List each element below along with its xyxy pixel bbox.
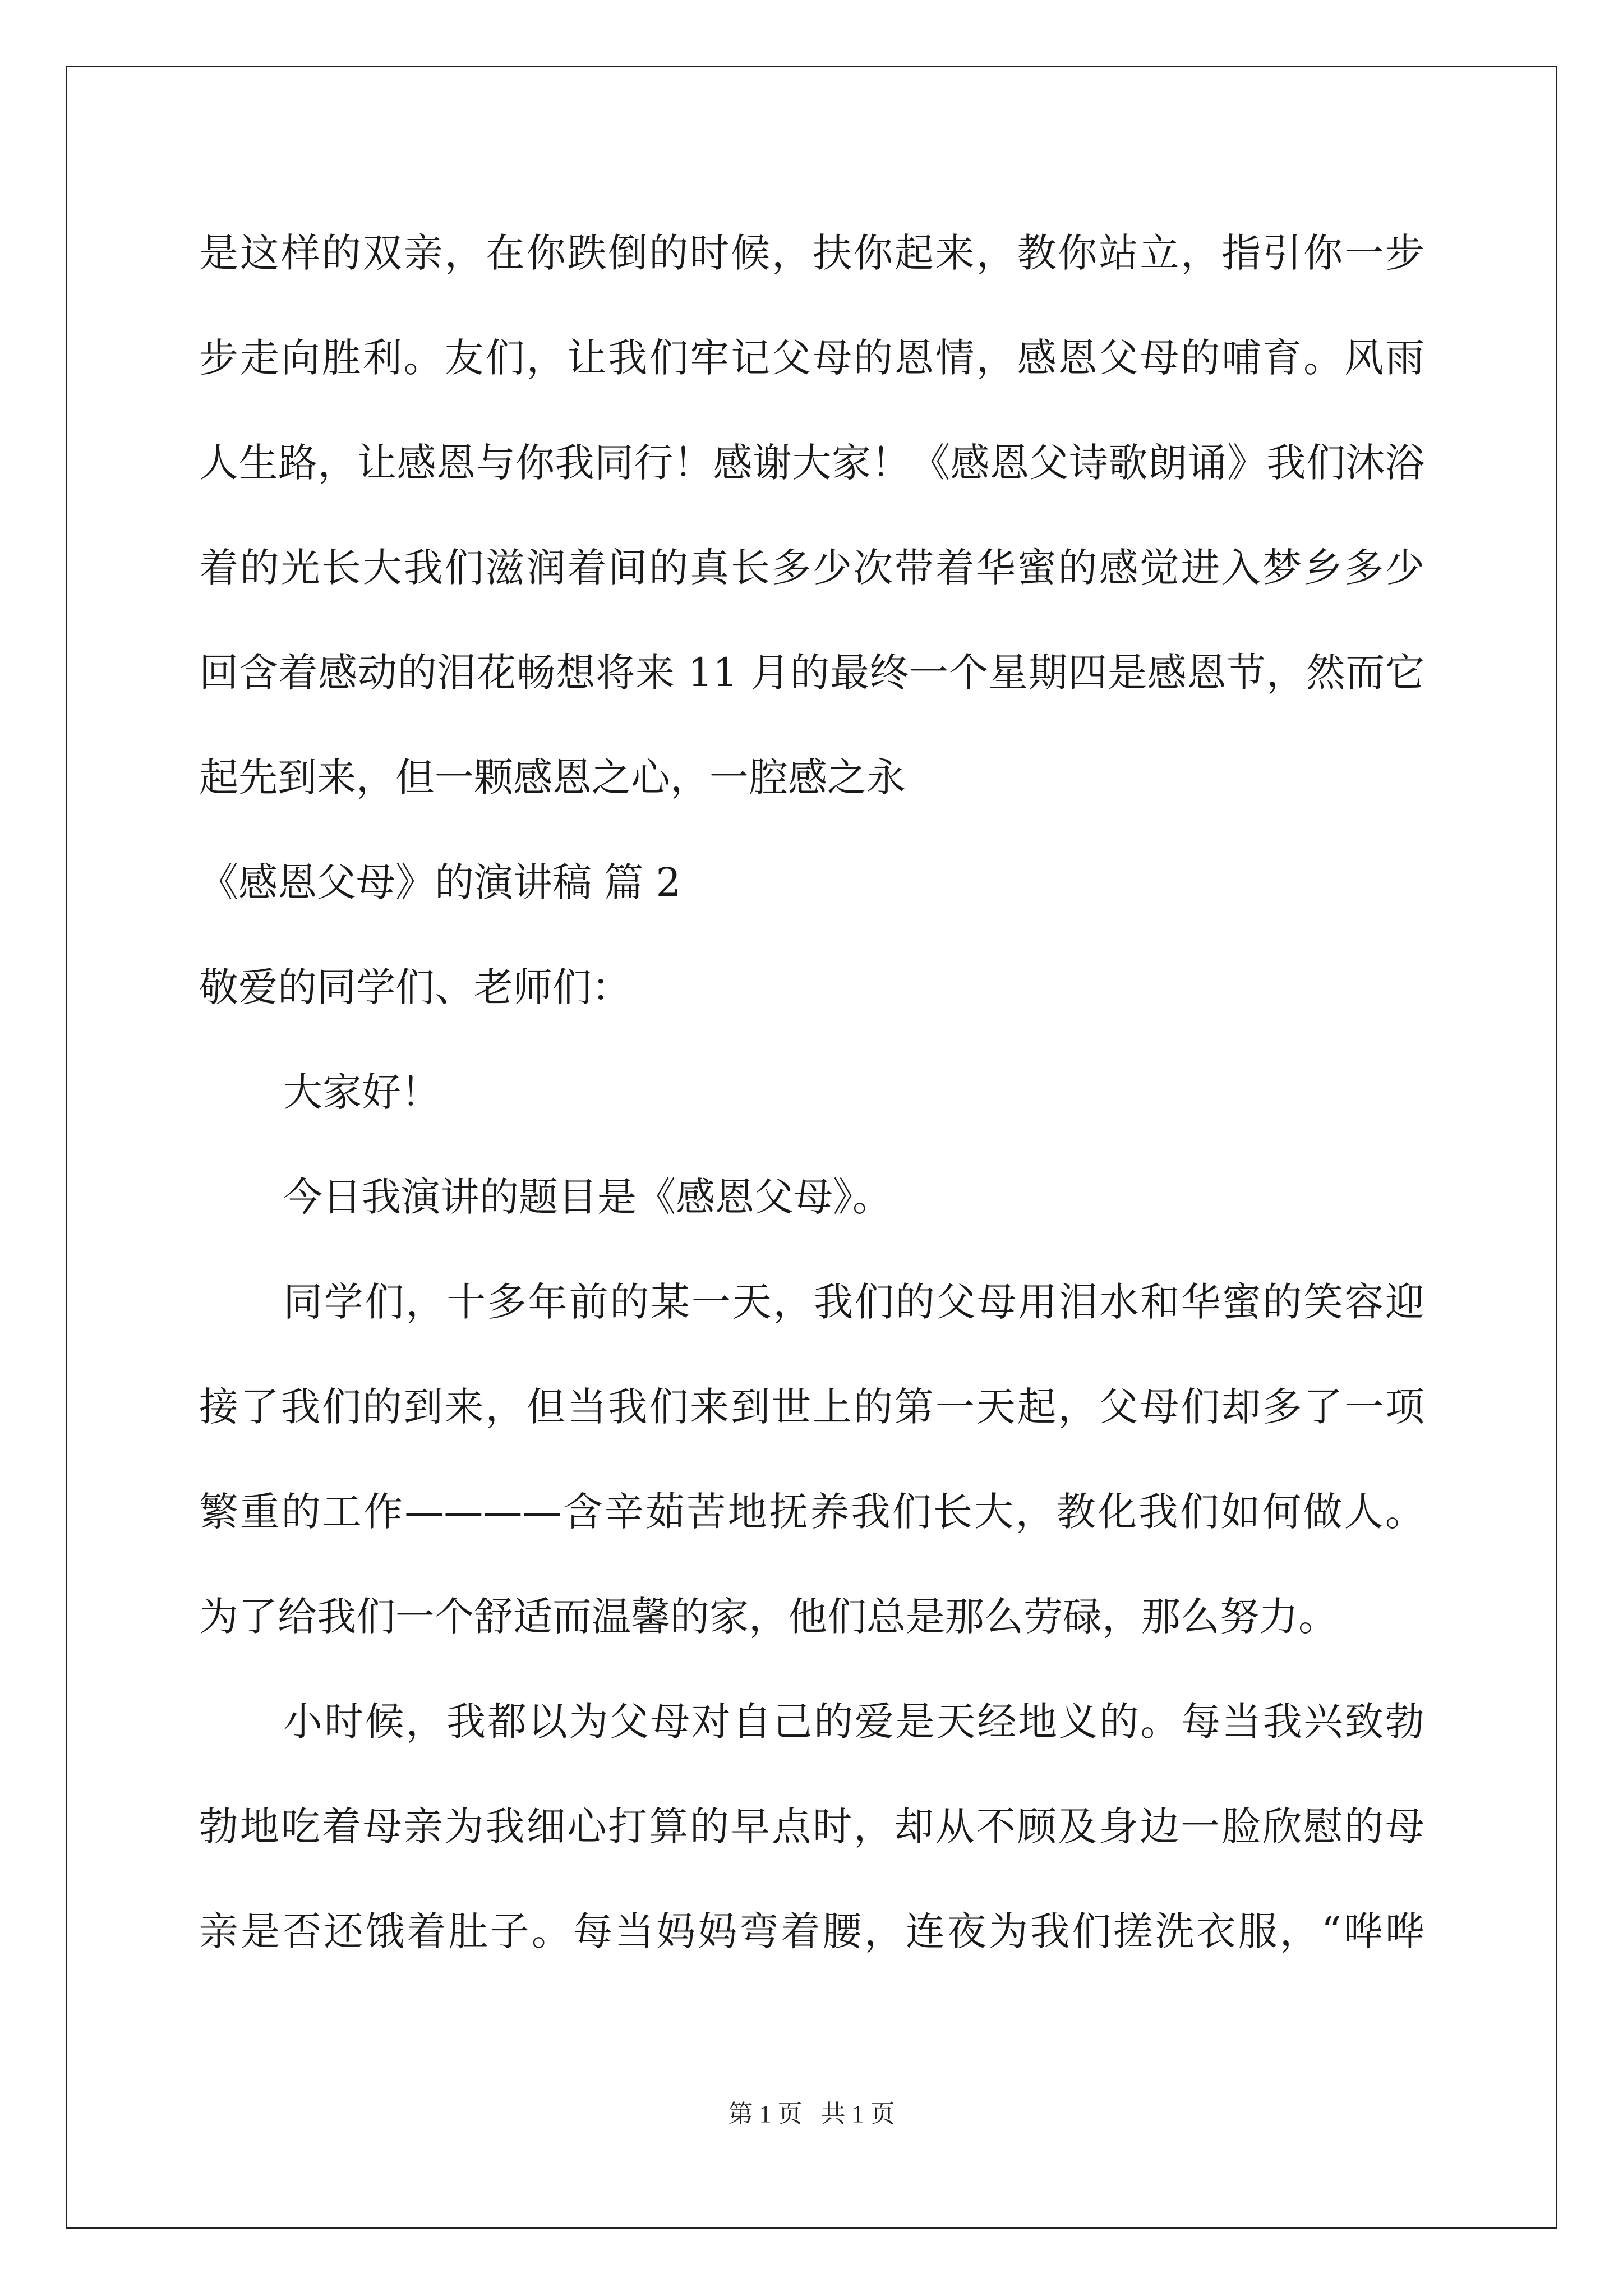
- greeting: 大家好！: [283, 1069, 440, 1115]
- body-line-5: 回含着感动的泪花畅想将来 11 月的最终一个星期四是感恩节，然而它: [199, 650, 1424, 696]
- page-border: [66, 66, 1557, 2229]
- page-footer: 第 1 页 共 1 页: [728, 2100, 895, 2128]
- body-line-3: 人生路，让感恩与你我同行！感谢大家！《感恩父诗歌朗诵》我们沐浴: [199, 440, 1424, 486]
- section-title: 《感恩父母》的演讲稿 篇 2: [199, 859, 681, 905]
- paragraph-line-2: 接了我们的到来，但当我们来到世上的第一天起，父母们却多了一项: [199, 1384, 1424, 1430]
- paragraph-line-3: 繁重的工作————含辛茹苦地抚养我们长大，教化我们如何做人。: [199, 1489, 1424, 1535]
- body-line-6: 起先到来，但一颗感恩之心，一腔感之永: [199, 754, 906, 800]
- salutation: 敬爱的同学们、老师们：: [199, 964, 631, 1010]
- body-line-2: 步走向胜利。友们，让我们牢记父母的恩情，感恩父母的哺育。风雨: [199, 335, 1424, 381]
- paragraph-line-7: 亲是否还饿着肚子。每当妈妈弯着腰，连夜为我们搓洗衣服，“哗哗: [199, 1908, 1424, 1954]
- body-line-4: 着的光长大我们滋润着间的真长多少次带着华蜜的感觉进入梦乡多少: [199, 545, 1424, 591]
- topic-line: 今日我演讲的题目是《感恩父母》。: [283, 1174, 892, 1220]
- paragraph-line-5: 小时候，我都以为父母对自己的爱是天经地义的。每当我兴致勃: [283, 1699, 1424, 1745]
- body-line-1: 是这样的双亲，在你跌倒的时候，扶你起来，教你站立，指引你一步: [199, 230, 1424, 276]
- paragraph-line-4: 为了给我们一个舒适而温馨的家，他们总是那么劳碌，那么努力。: [199, 1594, 1338, 1640]
- paragraph-line-6: 勃地吃着母亲为我细心打算的早点时，却从不顾及身边一脸欣慰的母: [199, 1803, 1424, 1849]
- paragraph-line-1: 同学们，十多年前的某一天，我们的父母用泪水和华蜜的笑容迎: [283, 1279, 1424, 1325]
